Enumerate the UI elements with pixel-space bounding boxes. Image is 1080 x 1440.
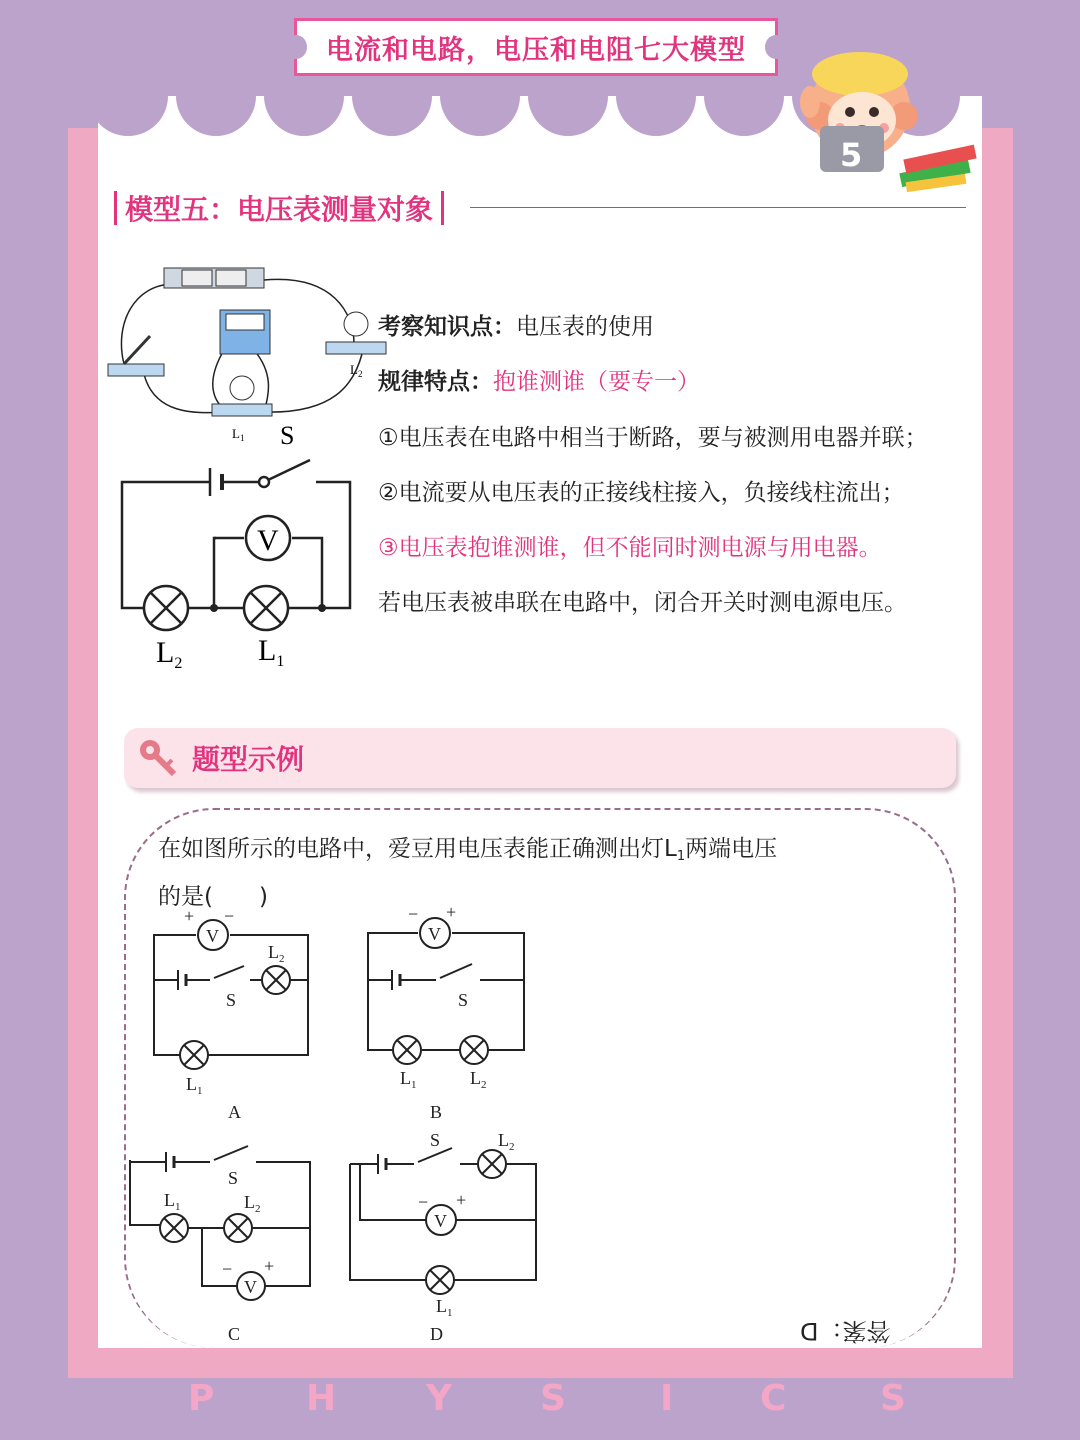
footer-physics: P H Y S I C S [188,1378,906,1419]
svg-text:L1: $L_1$ [400,1068,417,1091]
knowledge-point: 考察知识点：电压表的使用 [378,314,654,340]
svg-text:V: V [434,1211,447,1231]
svg-text:V: V [244,1277,257,1297]
svg-text:L2: $L_2$ [244,1192,261,1215]
svg-text:−: − [418,1192,429,1212]
switch-label: S [280,421,295,450]
lamp-l1-label: $L_1$ [258,634,285,670]
rule-note: 若电压表被串联在电路中，闭合开关时测电源电压。 [378,590,907,616]
option-a-label: A [228,1102,241,1122]
svg-text:+: + [184,906,195,926]
svg-text:L2: $L_2$ [498,1130,515,1153]
key-icon [136,736,180,780]
question-line-1: 在如图所示的电路中，爱豆用电压表能正确测出灯$L_1$两端电压 [158,836,778,864]
photo-l2-label: $L_2$ [350,362,363,379]
answer-text: 答案：D [800,1317,891,1345]
rule-feature: 规律特点：抱谁测谁（要专一） [378,369,700,395]
rule-point-3: ③电压表抱谁测谁，但不能同时测电源与用电器。 [378,535,882,561]
svg-text:S: S [430,1130,441,1150]
svg-text:L2: $L_2$ [268,942,285,965]
svg-text:V: V [428,924,441,944]
option-circuits [120,900,560,1350]
example-banner [124,728,956,788]
voltmeter-symbol: V [257,524,279,557]
svg-text:−: − [408,904,419,924]
svg-text:+: + [446,902,457,922]
circuit-schematic [110,454,370,674]
lamp-l2-label: $L_2$ [156,636,183,672]
monkey-mascot-icon [800,48,985,208]
rule-point-2: ②电流要从电压表的正接线柱接入，负接线柱流出； [378,480,905,506]
option-d-label: D [430,1324,443,1344]
svg-text:V: V [206,926,219,946]
svg-text:L1: $L_1$ [186,1074,203,1097]
question-line-2: 的是( ) [158,884,268,910]
example-header: 题型示例 [192,743,305,776]
photo-l1-label: $L_1$ [232,426,245,443]
svg-text:S: S [226,990,237,1010]
option-c-label: C [228,1324,241,1344]
section-divider [470,207,966,208]
svg-text:L2: $L_2$ [470,1068,487,1091]
page-title: 电流和电路，电压和电阻七大模型 [294,18,778,76]
svg-text:+: + [264,1256,275,1276]
physical-circuit-illustration [104,254,404,454]
badge-number: 5 [840,136,863,174]
rule-point-1: ①电压表在电路中相当于断路，要与被测用电器并联； [378,425,928,451]
svg-text:L1: $L_1$ [436,1296,453,1319]
section-heading [106,186,452,230]
svg-text:−: − [222,1259,233,1279]
svg-text:−: − [224,906,235,926]
svg-text:S: S [458,990,469,1010]
svg-text:+: + [456,1190,467,1210]
option-b-label: B [430,1102,443,1122]
section-title: 模型五：电压表测量对象 [125,193,434,226]
svg-text:L1: $L_1$ [164,1190,181,1213]
svg-text:S: S [228,1168,239,1188]
